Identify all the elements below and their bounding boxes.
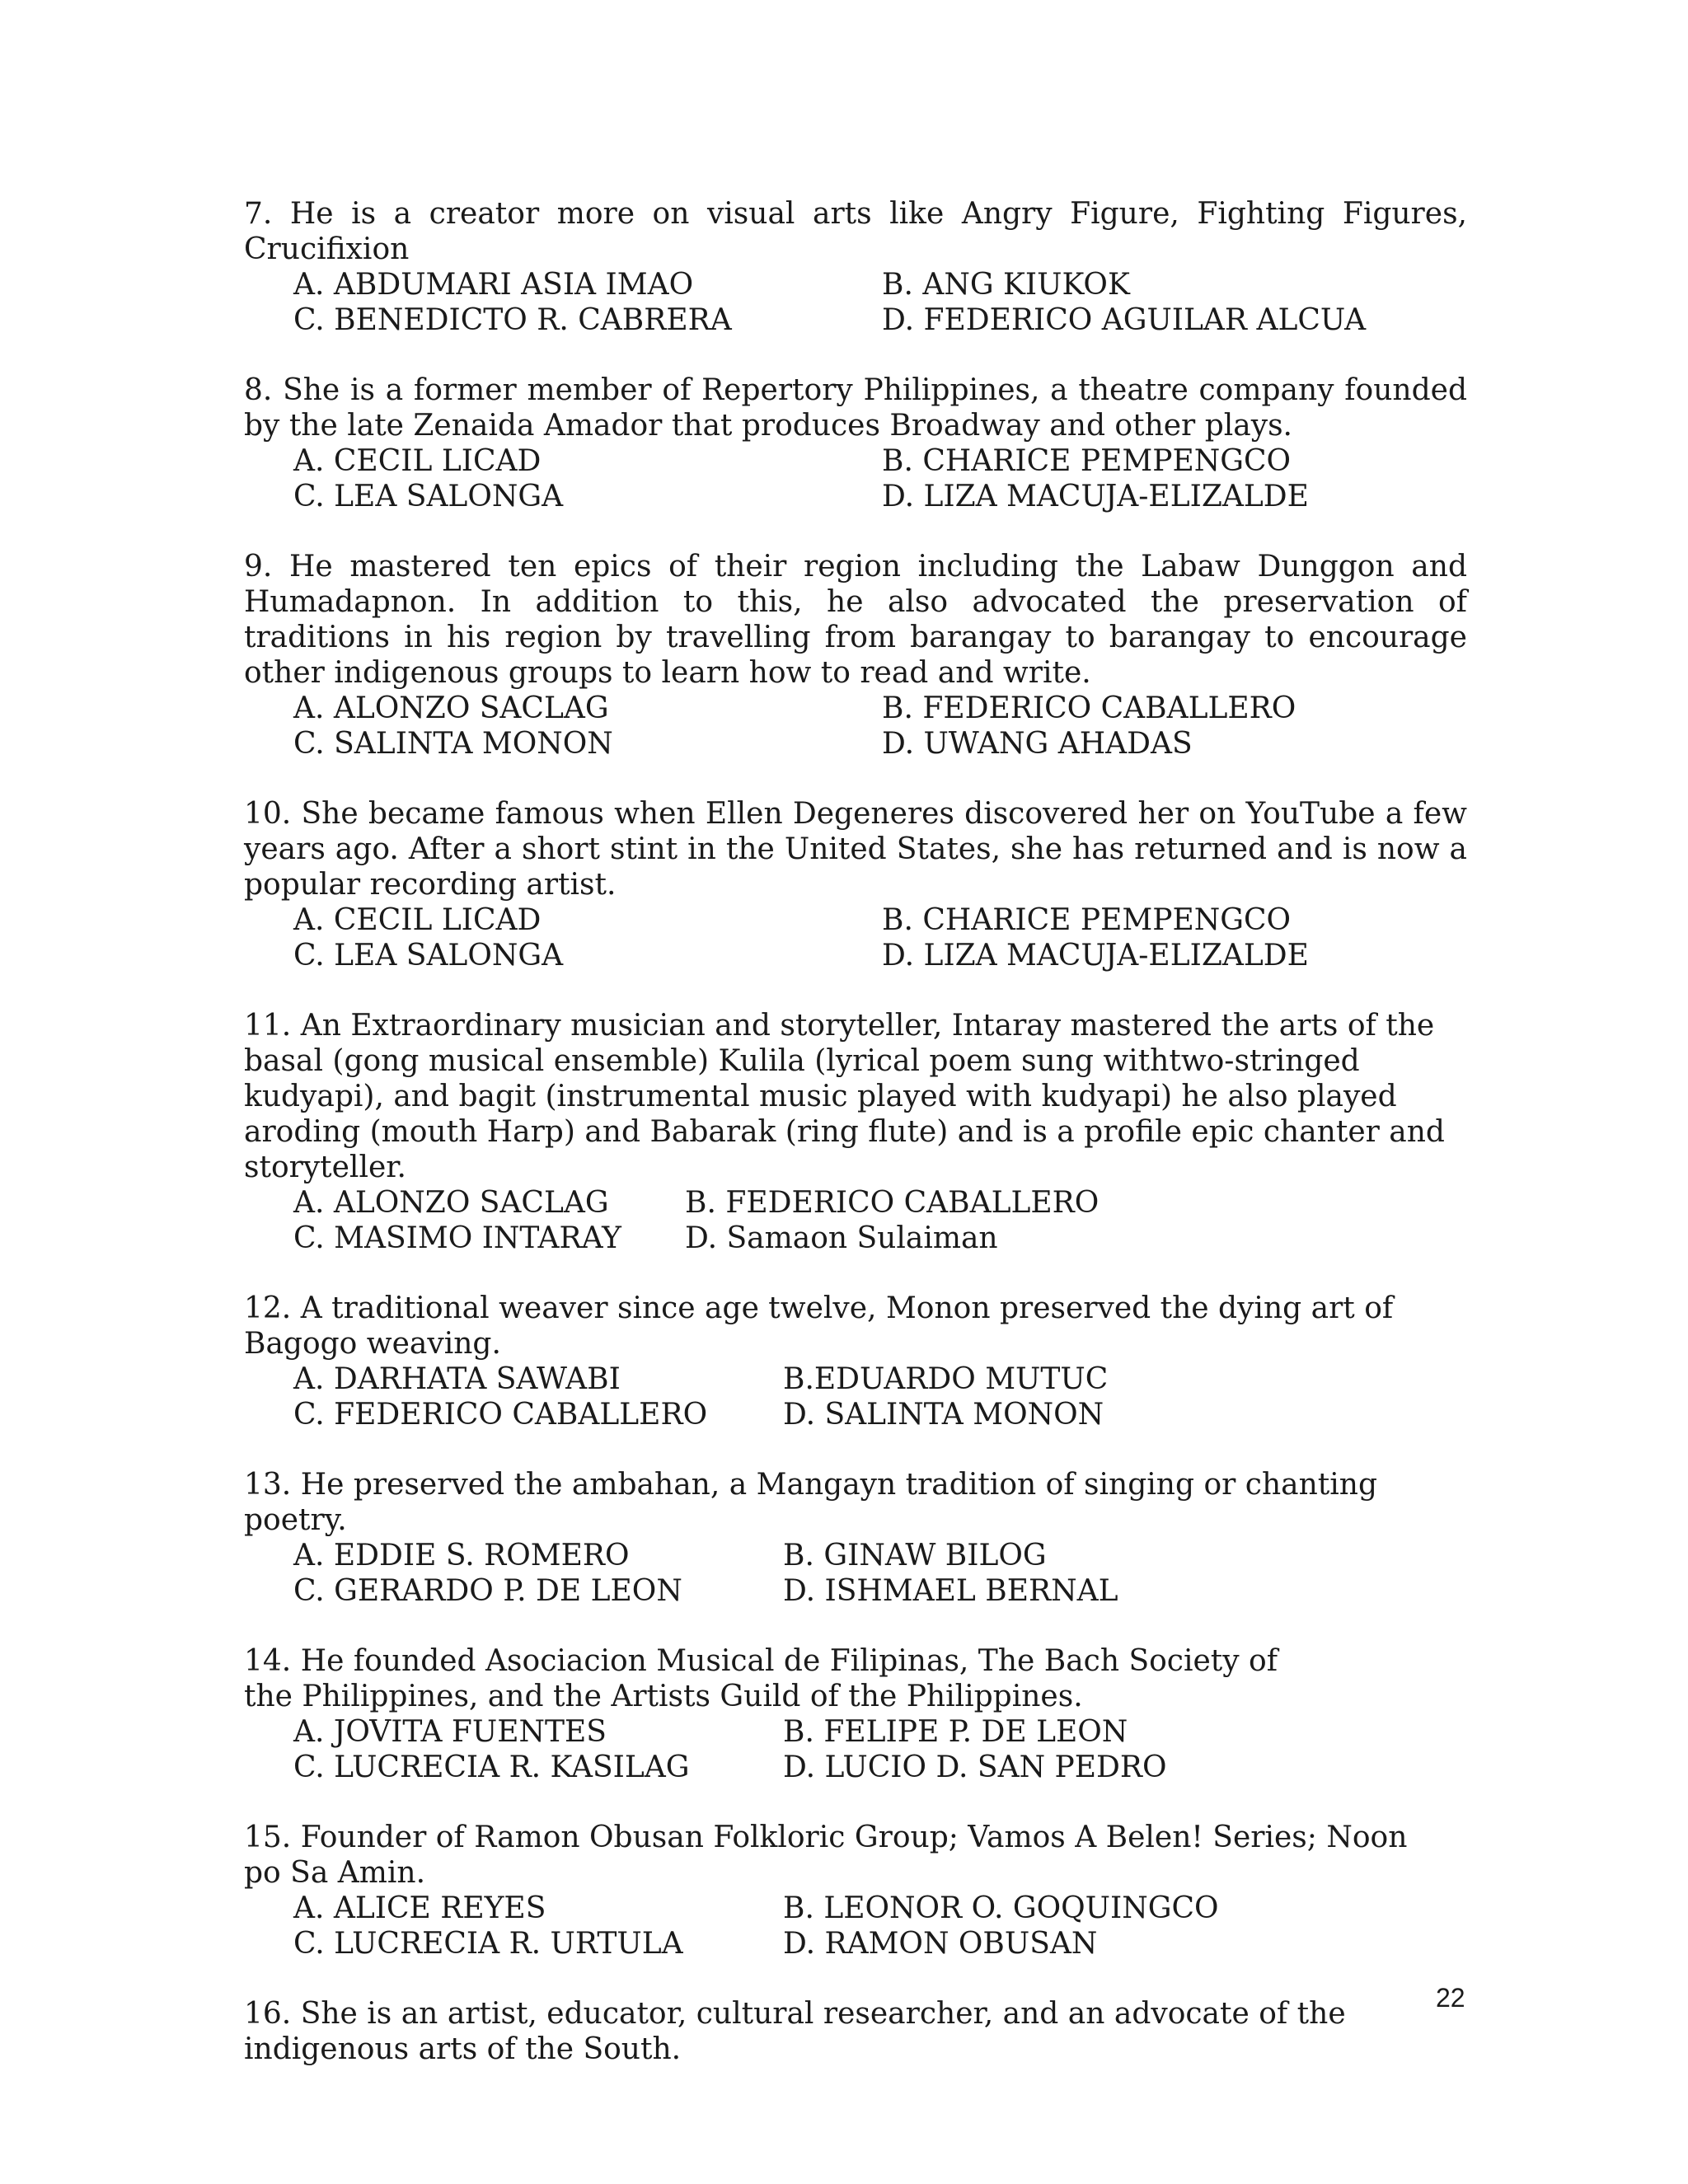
answer-choices xyxy=(293,267,1467,338)
question-stem: 15. Founder of Ramon Obusan Folkloric Group; Vamos A Belen! Series; Noon po Sa Amin. xyxy=(244,1821,1408,1890)
answer-choices xyxy=(293,1891,1467,1961)
choice-d: D. RAMON OBUSAN xyxy=(783,1927,1098,1961)
choice-d: D. Samaon Sulaiman xyxy=(685,1221,998,1255)
choice-d: D. SALINTA MONON xyxy=(783,1398,1104,1432)
choice-a: A. ALONZO SACLAG xyxy=(293,691,609,725)
choice-b: B. CHARICE PEMPENGCO xyxy=(882,903,1292,937)
question-stem: 7. He is a creator more on visual arts like Angry Figure, Fighting Figures, Crucifixion xyxy=(244,197,1467,266)
choice-c: C. LEA SALONGA xyxy=(293,939,564,972)
choice-d: D. LIZA MACUJA-ELIZALDE xyxy=(882,939,1309,972)
choice-b: B.EDUARDO MUTUC xyxy=(783,1362,1109,1396)
choice-d: D. FEDERICO AGUILAR ALCUA xyxy=(882,303,1367,337)
choice-d: D. LUCIO D. SAN PEDRO xyxy=(783,1750,1167,1784)
choice-a: A. DARHATA SAWABI xyxy=(293,1362,621,1396)
choice-b: B. FELIPE P. DE LEON xyxy=(783,1715,1128,1749)
choice-a: A. CECIL LICAD xyxy=(293,444,542,478)
answer-choices xyxy=(293,1185,1467,1256)
question-stem: 8. She is a former member of Repertory Philippines, a theatre company founded by the late Zenaida Amador that produces Broadway and other plays. xyxy=(244,373,1467,443)
question-stem: 11. An Extraordinary musician and storyteller, Intaray mastered the arts of the basal (gong musical ensemble) Kulila (lyrical poem sung withtwo-stringed kudyapi), and bagit (instrumental music played with kudyapi) he also played aroding (mouth Harp) and Babarak (ring flute) and is a profile epic chanter and storyteller. xyxy=(244,1009,1445,1184)
choice-a: A. ALICE REYES xyxy=(293,1891,546,1925)
choice-a: A. ABDUMARI ASIA IMAO xyxy=(293,268,694,302)
question-14 xyxy=(244,1643,1467,1785)
question-16 xyxy=(244,1996,1467,2067)
question-stem: 10. She became famous when Ellen Degeneres discovered her on YouTube a few years ago. After a short stint in the United States, she has returned and is now a popular recording artist. xyxy=(244,797,1467,902)
page-number: 22 xyxy=(1436,1983,1465,2013)
question-stem: 13. He preserved the ambahan, a Mangayn tradition of singing or chanting poetry. xyxy=(244,1468,1377,1537)
question-stem: 16. She is an artist, educator, cultural researcher, and an advocate of the indigenous arts of the South. xyxy=(244,1997,1346,2066)
question-stem: 9. He mastered ten epics of their region including the Labaw Dunggon and Humadapnon. In addition to this, he also advocated the preservation of traditions in his region by travelling from barangay to barangay to encourage other indigenous groups to learn how to read and write. xyxy=(244,550,1467,690)
choice-b: B. FEDERICO CABALLERO xyxy=(882,691,1296,725)
choice-c: C. GERARDO P. DE LEON xyxy=(293,1574,682,1608)
answer-choices xyxy=(293,443,1467,514)
choice-c: C. MASIMO INTARAY xyxy=(293,1221,621,1255)
choice-b: B. FEDERICO CABALLERO xyxy=(685,1186,1100,1220)
choice-a: A. JOVITA FUENTES xyxy=(293,1715,607,1749)
choice-c: C. FEDERICO CABALLERO xyxy=(293,1398,708,1432)
choice-c: C. LUCRECIA R. URTULA xyxy=(293,1927,683,1961)
choice-a: A. CECIL LICAD xyxy=(293,903,542,937)
question-15 xyxy=(244,1820,1467,1961)
question-9 xyxy=(244,549,1467,762)
question-7 xyxy=(244,196,1467,338)
choice-b: B. ANG KIUKOK xyxy=(882,268,1130,302)
choice-a: A. ALONZO SACLAG xyxy=(293,1186,609,1220)
choice-c: C. SALINTA MONON xyxy=(293,727,613,761)
choice-c: C. LEA SALONGA xyxy=(293,480,564,513)
exam-page xyxy=(244,196,1467,2102)
choice-b: B. CHARICE PEMPENGCO xyxy=(882,444,1292,478)
choice-b: B. GINAW BILOG xyxy=(783,1539,1047,1572)
choice-d: D. ISHMAEL BERNAL xyxy=(783,1574,1118,1608)
question-stem: 14. He founded Asociacion Musical de Filipinas, The Bach Society of the Philippines, and the Artists Guild of the Philippines. xyxy=(244,1644,1278,1713)
question-11 xyxy=(244,1008,1467,1256)
answer-choices xyxy=(293,1538,1467,1609)
question-13 xyxy=(244,1467,1467,1609)
answer-choices xyxy=(293,691,1467,762)
question-stem: 12. A traditional weaver since age twelve, Monon preserved the dying art of Bagogo weaving. xyxy=(244,1291,1394,1361)
answer-choices xyxy=(293,902,1467,973)
answer-choices xyxy=(293,1361,1467,1432)
choice-a: A. EDDIE S. ROMERO xyxy=(293,1539,630,1572)
answer-choices xyxy=(293,1714,1467,1785)
choice-c: C. LUCRECIA R. KASILAG xyxy=(293,1750,690,1784)
choice-d: D. LIZA MACUJA-ELIZALDE xyxy=(882,480,1309,513)
question-10 xyxy=(244,796,1467,973)
choice-c: C. BENEDICTO R. CABRERA xyxy=(293,303,732,337)
choice-d: D. UWANG AHADAS xyxy=(882,727,1193,761)
choice-b: B. LEONOR O. GOQUINGCO xyxy=(783,1891,1219,1925)
question-8 xyxy=(244,373,1467,514)
question-12 xyxy=(244,1291,1467,1432)
